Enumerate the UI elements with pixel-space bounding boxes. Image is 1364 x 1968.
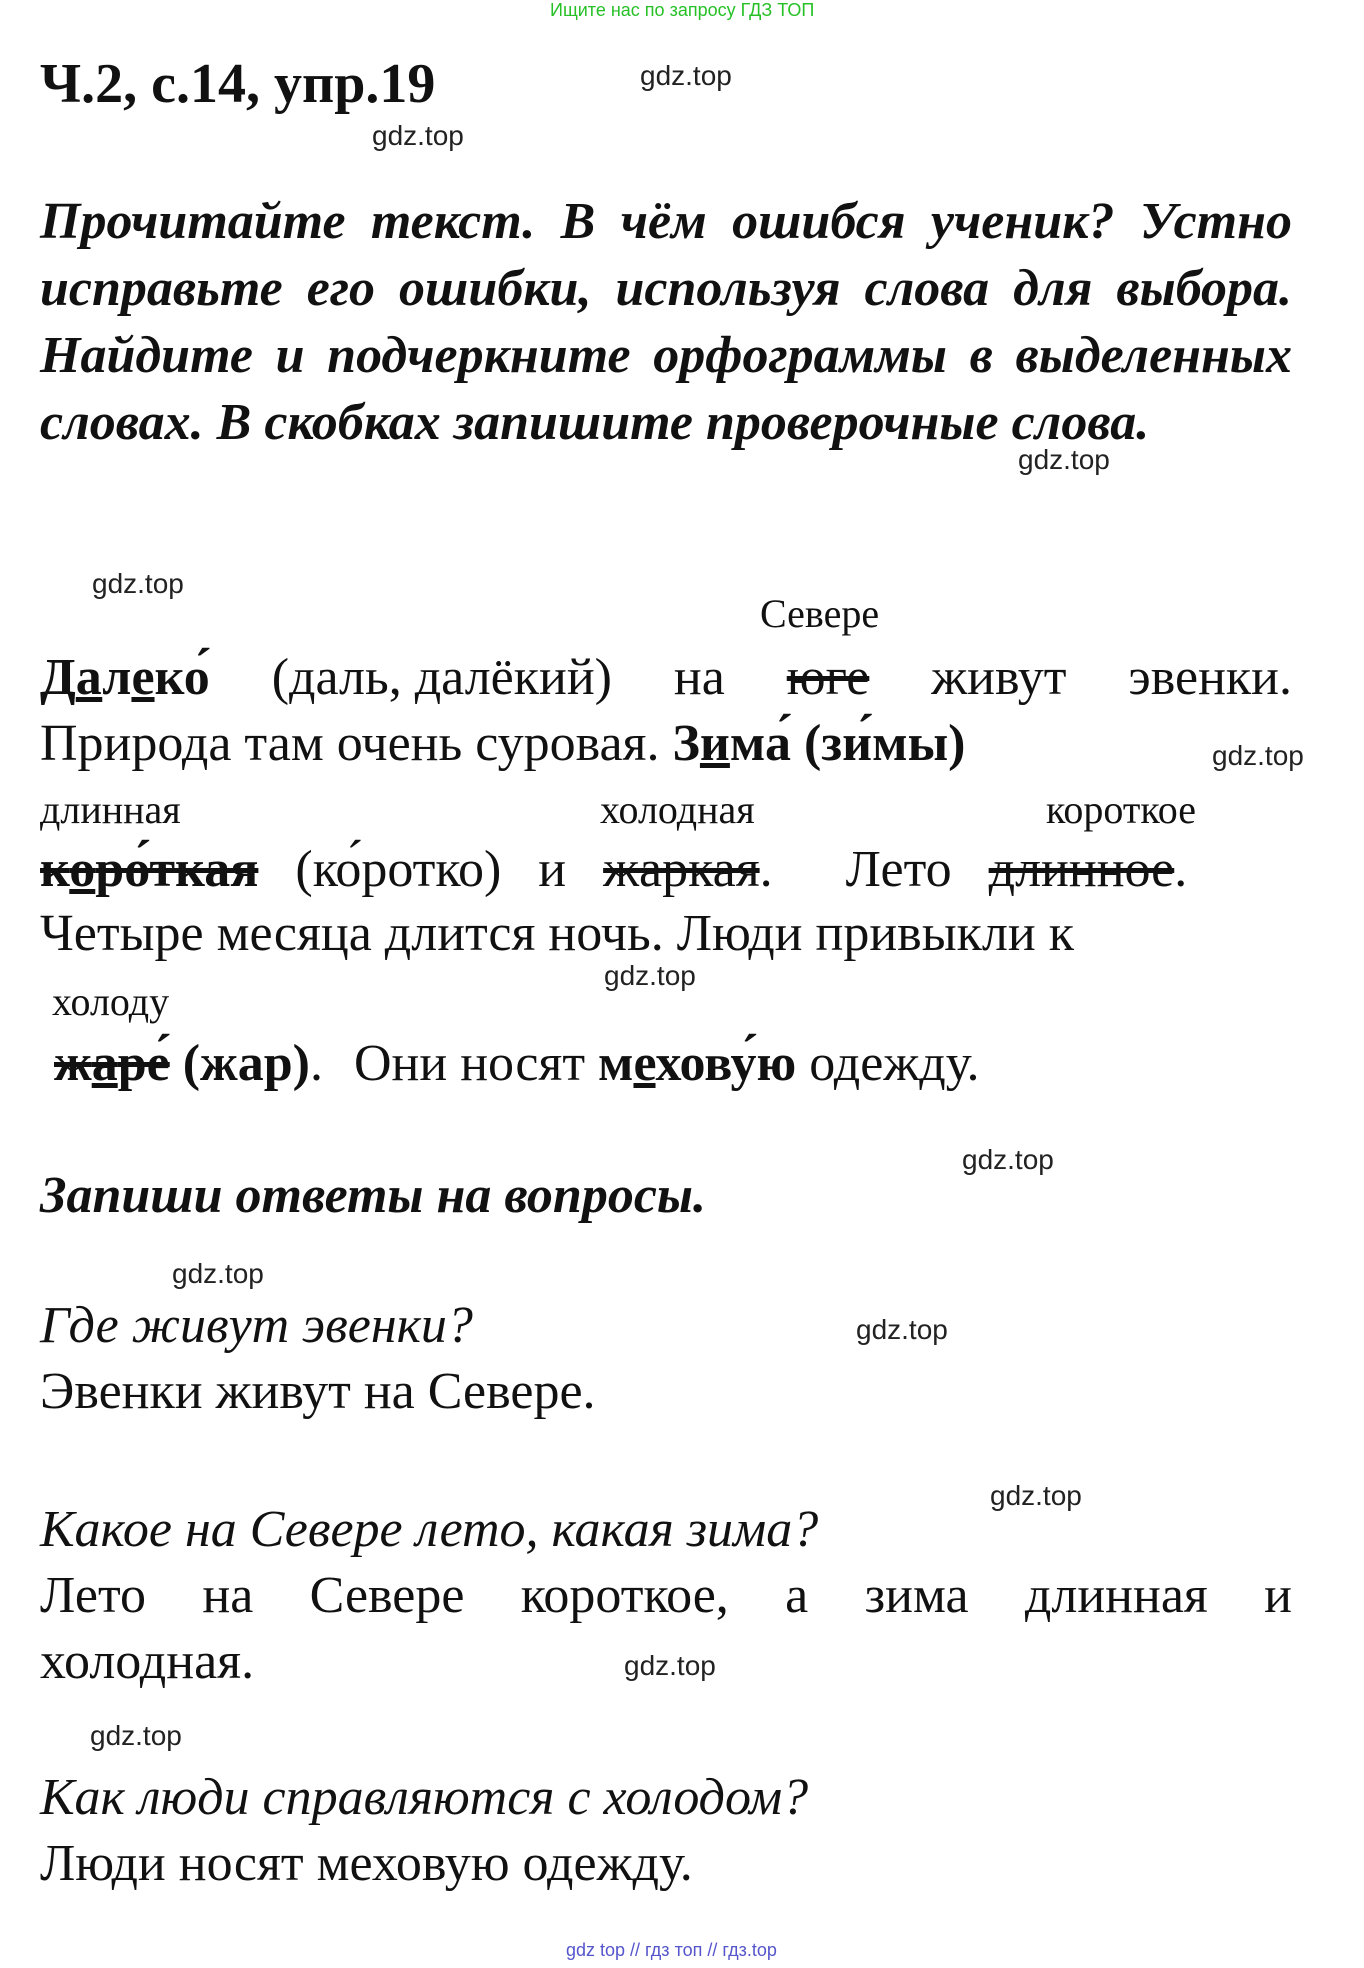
page-title: Ч.2, с.14, упр.19 — [40, 53, 436, 115]
struck-word: жаркая — [603, 841, 760, 898]
watermark: gdz.top — [92, 568, 184, 599]
answer-2-line-1: Лето на Севере короткое, а зима длинная и — [40, 1567, 1292, 1624]
watermark: gdz.top — [172, 1258, 264, 1289]
question-2: Какое на Севере лето, какая зима? — [40, 1501, 819, 1558]
check-word: (ко́ротко) — [295, 841, 502, 898]
answer-3: Люди носят меховую одежду. — [40, 1835, 693, 1892]
watermark: gdz.top — [604, 960, 696, 991]
correction-korotkoe: короткое — [1046, 787, 1196, 832]
answer-1: Эвенки живут на Севере. — [40, 1363, 596, 1420]
question-1: Где живут эвенки? — [40, 1297, 473, 1354]
watermark: gdz.top — [372, 120, 464, 151]
top-banner: Ищите нас по запросу ГДЗ ТОП — [550, 0, 815, 20]
struck-word: длинное — [988, 841, 1175, 898]
word-zima: Зима́ — [672, 715, 791, 772]
text-line-2: Природа там очень суровая. Зима́ (зи́мы) — [40, 715, 966, 772]
word-mekhovuyu: мехову́ю — [598, 1035, 797, 1092]
bottom-banner: gdz top // гдз топ // гдз.top — [566, 1940, 777, 1960]
watermark: gdz.top — [856, 1314, 948, 1345]
correction-kholodu: холоду — [52, 979, 170, 1024]
text-line-4: коро́ткая (ко́ротко) и жаркая. Лето длинное. — [40, 841, 1188, 898]
answers-heading: Запиши ответы на вопросы. — [40, 1167, 706, 1224]
check-word: (жар) — [182, 1035, 310, 1092]
word-daleko: Далеко́ — [40, 649, 210, 706]
struck-word: юге — [786, 649, 870, 706]
watermark: gdz.top — [962, 1144, 1054, 1175]
watermark: gdz.top — [640, 60, 732, 91]
watermark: gdz.top — [90, 1720, 182, 1751]
correction-dlinnaya: длинная — [40, 787, 181, 832]
text-line-6: жаре́ (жар). Они носят мехову́ю одежду. — [54, 1035, 980, 1092]
text-line-5: Четыре месяца длится ночь. Люди привыкли к — [40, 905, 1074, 962]
check-word: (даль, далёкий) — [271, 649, 612, 706]
word-zhare: жаре́ — [54, 1035, 170, 1092]
correction-severe: Севере — [760, 591, 880, 636]
check-word: (зи́мы) — [803, 715, 966, 772]
watermark: gdz.top — [1212, 740, 1304, 771]
watermark: gdz.top — [990, 1480, 1082, 1511]
task-text: Прочитайте текст. В чём ошибся ученик? Устно исправьте его ошибки, используя слова для выбора. Найдите и подчеркните орфограммы в выделенных словах. В скобках запишите проверочные слова. — [40, 193, 1292, 451]
word-korotkaya: коро́ткая — [40, 841, 259, 898]
answer-2-line-2: холодная. — [40, 1633, 255, 1690]
watermark: gdz.top — [624, 1650, 716, 1681]
correction-kholodnaya: холодная — [600, 787, 755, 832]
question-3: Как люди справляются с холодом? — [40, 1769, 809, 1826]
watermark: gdz.top — [1018, 444, 1110, 475]
text-line-1: Далеко́ (даль, далёкий) на юге живут эвенки. — [40, 649, 1292, 706]
